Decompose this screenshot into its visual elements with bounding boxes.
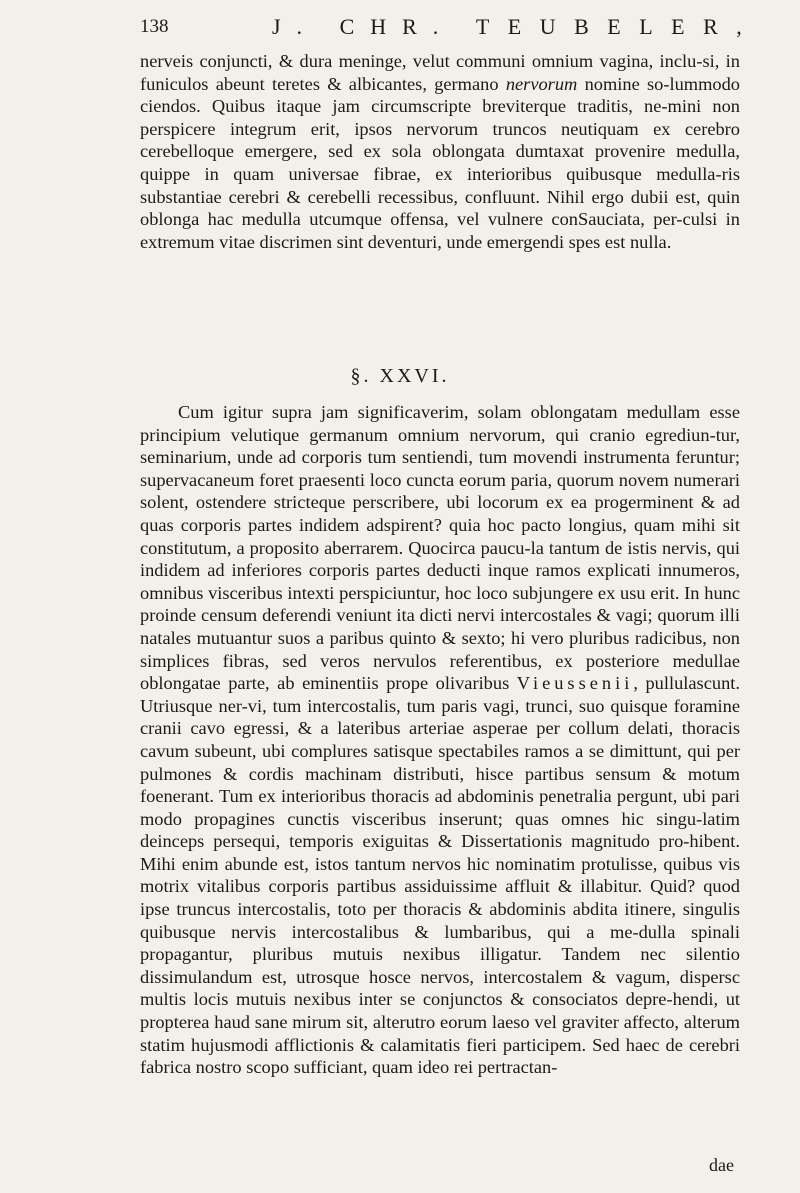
catchword: dae	[709, 1155, 734, 1175]
author-first-name: CHR.	[339, 14, 455, 39]
author-initial: J.	[272, 14, 319, 39]
paragraph-continued	[140, 50, 740, 253]
paragraph-1-text-a: nerveis conjuncti, & dura meninge, velut communi omnium vagina, inclu-si, in funiculos abeunt teretes & albicantes, germano	[140, 51, 740, 94]
author-surname: TEUBELER,	[475, 14, 761, 39]
paragraph-section-26	[140, 401, 740, 1079]
paragraph-1-italic-term: nervorum	[505, 73, 578, 94]
paragraph-1-text-b: nomine so-lummodo ciendos. Quibus itaque jam circumscripte breviterque traditis, ne-mini non perspicere integrum erit, ipsos nervorum truncos neutiquam ex cerebro cerebelloque emergere, sed ex sola oblongata dumtaxat provenire medulla, quippe in quam universae fibrae, ex interioribus quibusque medulla-ris substantiae cerebri & cerebelli recessibus, confluunt. Nihil ergo dubii est, quin oblonga hac medulla utcumque offensa, vel vulnere conSauciata, per-culsi in extremum vitae discrimen sint deventuri, unde emergendi spes est nulla.	[140, 73, 740, 252]
paragraph-2-spaced-name: Vieussenii	[516, 673, 634, 694]
paragraph-2-text-b: , pullulascunt. Utriusque ner-vi, tum intercostalis, tum paris vagi, trunci, suo quisque foramine cranii cavo egressi, & a lateribus arteriae asperae per collum delati, thoracis cavum subeunt, ubi complures satisque spectabiles ramos a se dimittunt, qui per pulmones & cordis machinam distributi, hisce partibus sensum & motum foenerant. Tum ex interioribus thoracis ad abdominis penetralia pergunt, ubi pari modo propagines cunctis visceribus inserunt; quas omnes hic singu-latim deinceps persequi, temporis exiguitas & Dissertationis magnitudo pro-hibent. Mihi enim abunde est, istos tantum nervos hic nominatim protulisse, quibus vis motrix vitalibus corporis partibus assiduissime affluit & illabitur. Quid? quod ipse truncus intercostalis, toto per thoracis & abdominis abdita itinere, singulis quibusque nervis intercostalibus & lumbaribus, qui a me-dulla spinali propagantur, pluribus mutuis nexibus illigatur. Tandem nec silentio dissimulandum est, utrosque hosce nervos, intercostalem & vagum, dispersc multis locis mutuis nexibus inter se conjunctos & consociatos depre-hendi, ut propterea haud sane mirum sit, alterutro eorum laeso vel graviter affecto, alterum statim hujusmodi afflictionis & calamitatis fieri participem. Sed haec de cerebri fabrica nostro scopo sufficiant, quam ideo rei pertractan-	[140, 673, 740, 1078]
paragraph-2-text-a: Cum igitur supra jam significaverim, solam oblongatam medullam esse principium velutique germanum omnium nervorum, qui cranio egrediun-tur, seminarium, unde ad corporis tum sentiendi, tum movendi instrumenta feruntur; supervacaneum foret praesenti loco cuncta eorum paria, quorum novem numerari solent, ostendere stricteque perscribere, ubi locorum ex ea progerminent & ad quas corporis partes indidem adspirent? quia hoc pacto longius, quam mihi sit constitutum, a proposito aberrarem. Quocirca paucu-la tantum de istis nervis, qui indidem ad inferiores corporis partes deducti inque ramos explicati innumeros, omnibus visceribus intexti perspiciuntur, hoc loco subjungere ex usu erit. In hunc proinde censum deferendi veniunt ita dicti nervi intercostales & vagi; quorum illi natales mutuantur suos a paribus quinto & sexto; hi vero pluribus radicibus, non simplices fibras, sed veros nervulos referentibus, ex posteriore medullae oblongatae parte, ab eminentiis prope olivaribus	[140, 402, 740, 694]
section-heading: §. XXVI.	[350, 365, 450, 387]
page-number: 138	[140, 16, 169, 37]
running-head-author	[272, 14, 760, 40]
